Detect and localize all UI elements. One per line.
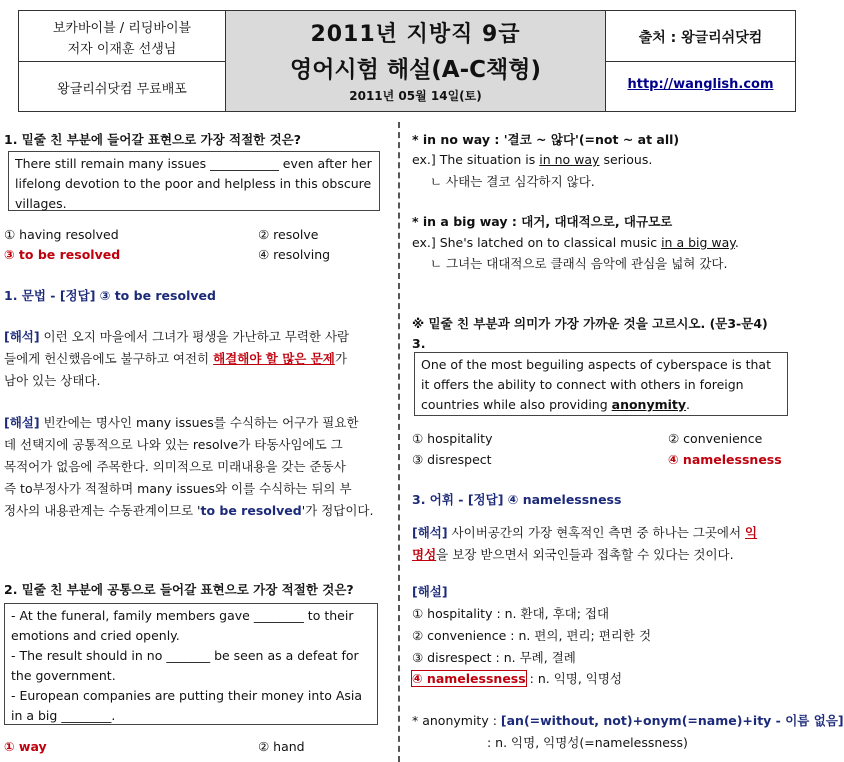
q3-option-3: ③ disrespect [412,452,492,467]
q3-vocab-1: ① hospitality : n. 환대, 후대; 접대 [412,606,610,621]
header-title-subject: 영어시험 해설(A-C책형) [289,57,541,83]
q3-option-1: ① hospitality [412,431,493,446]
header-left-cell [19,11,226,111]
q2-box-line: - The result should in no _______ be seen as a defeat for [11,648,359,663]
q2-box-line: - At the funeral, family members gave ________ to their [11,608,354,623]
q3-vocab-4: ④ namelessness : n. 익명, 익명성 [412,671,623,686]
q3-vocab-3: ③ disrespect : n. 무례, 결례 [412,650,576,665]
etymology-meaning: : n. 익명, 익명성(=namelessness) [487,735,688,750]
q1-answer-title: 1. 문법 - [정답] ③ to be resolved [4,288,216,303]
q1-explanation: [해설] 빈칸에는 명사인 many issues를 수식하는 어구가 필요한 데 선택지에 공통적으로 나와 있는 resolve가 타동사임에도 그 목적어가 없음에 주목한다. 의미적으로 미래내용을 갖는 준동사 즉 to부정사가 적절하며 many issues와 이를 수식하는 뒤의 부 정사의 내용관계는 수동관계이므로 'to be resolved'가 정답이다. [4,415,374,518]
q2-box-line: - European companies are putting their money into Asia [11,688,363,703]
q1-option-2: ② resolve [258,227,319,242]
q1-box-line: villages. [15,196,67,211]
q1-highlight: 해결해야 할 많은 문제 [213,351,335,366]
q1-box [8,151,380,211]
q2-box-line: the government. [11,668,116,683]
idiom-in-no-way-example: ex.] The situation is in no way serious. [412,152,653,167]
q3-option-2: ② convenience [668,431,763,446]
q2-box-line: in a big ________. [11,708,116,723]
header-distribution: 왕글리쉬닷컴 무료배포 [57,82,187,97]
header-date: 2011년 05월 14일(토) [349,89,482,103]
q1-explanation-answer: to be resolved [200,503,302,518]
q2-box-line: emotions and cried openly. [11,628,180,643]
q3-explanation-label: [해설] [412,584,448,599]
column-divider [398,122,400,762]
idiom-in-a-big-way: * in a big way : 대거, 대대적으로, 대규모로 [412,214,673,229]
idiom-in-no-way-translation: ㄴ 사태는 결코 심각하지 않다. [430,174,595,189]
idiom-in-a-big-way-example: ex.] She's latched on to classical music in a big way. [412,235,739,250]
header-source: 출처 : 왕글리쉬닷컴 [638,30,763,46]
q2-option-1: ① way [4,739,47,754]
q1-translation: [해석] 이런 오지 마을에서 그녀가 평생을 가난하고 무력한 사람 들에게 헌신했음에도 불구하고 여전히 해결해야 할 많은 문제가 남아 있는 상태다. [4,329,350,388]
q1-option-4: ④ resolving [258,247,331,262]
q3-vocab-2: ② convenience : n. 편의, 편리; 편리한 것 [412,628,652,643]
header-title-cell [226,11,606,111]
q1-box-line: There still remain many issues ___________ even after her [15,156,372,171]
header-author: 저자 이재훈 선생님 [67,42,177,57]
header-table [18,10,796,112]
header-right-cell [606,11,795,111]
q2-question: 2. 밑줄 친 부분에 공통으로 들어갈 표현으로 가장 적절한 것은? [4,582,354,597]
q2-box [4,603,378,725]
q2-option-2: ② hand [258,739,305,754]
q1-box-line: lifelong devotion to the poor and helpless in this obscure [15,176,372,191]
q1-option-3: ③ to be resolved [4,247,121,262]
section-instruction: ※ 밑줄 친 부분과 의미가 가장 가까운 것을 고르시오. (문3-문4) [412,316,768,331]
header-title-year: 2011년 지방직 9급 [310,22,521,47]
q3-option-4: ④ namelessness [668,452,782,467]
header-books: 보카바이블 / 리딩바이블 [52,21,192,36]
q1-option-1: ① having resolved [4,227,119,242]
q3-box: One of the most beguiling aspects of cyberspace is that it offers the ability to connect with others in foreign countries while also providing anonymity. [414,352,788,416]
etymology-line: * anonymity : [an(=without, not)+onym(=name)+ity - 이름 없음] [412,713,844,728]
q1-question: 1. 밑줄 친 부분에 들어갈 표현으로 가장 적절한 것은? [4,132,302,147]
q3-number: 3. [412,336,426,351]
header-url-link[interactable]: http://wanglish.com [627,77,774,92]
idiom-in-a-big-way-translation: ㄴ 그녀는 대대적으로 클래식 음악에 관심을 넓혀 갔다. [430,256,728,271]
q3-translation: [해석] 사이버공간의 가장 현혹적인 측면 중 하나는 그곳에서 익 명성을 보장 받으면서 외국인들과 접촉할 수 있다는 것이다. [412,525,758,562]
idiom-in-no-way: * in no way : '결코 ~ 않다'(=not ~ at all) [412,132,680,147]
q3-answer-title: 3. 어휘 - [정답] ④ namelessness [412,492,622,507]
q3-underlined-word: anonymity [611,397,687,412]
